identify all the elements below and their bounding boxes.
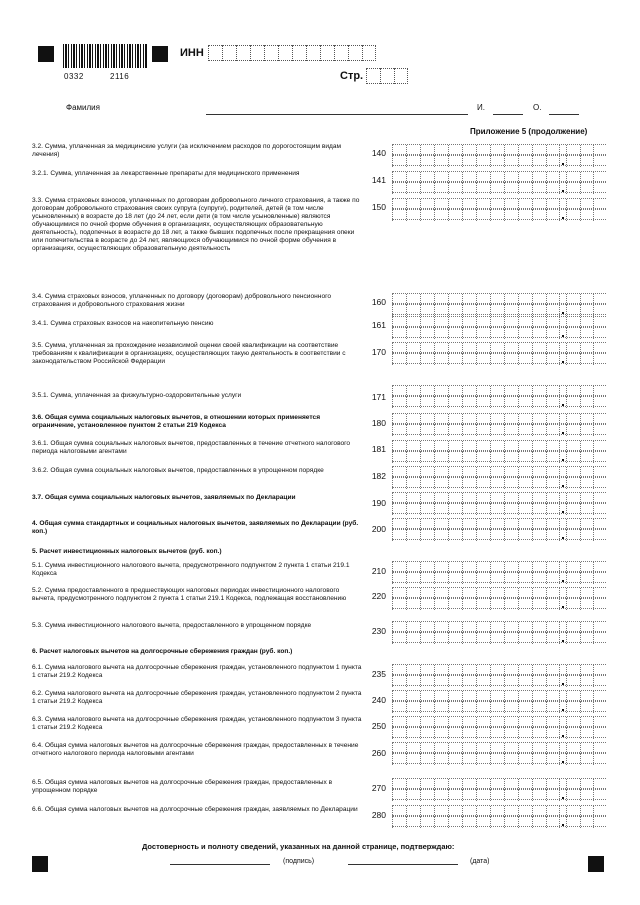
row-text-182: 3.6.2. Общая сумма социальных налоговых вычетов, предоставленных в упрощенном порядке (32, 467, 324, 474)
row-value-160[interactable] (392, 293, 606, 315)
section-6-title: 6. Расчет налоговых вычетов на долгосрочные сбережения граждан (руб. коп.) (32, 648, 293, 655)
row-code-181: 181 (371, 444, 386, 454)
row-value-210[interactable] (392, 561, 606, 583)
row-code-200: 200 (371, 524, 386, 534)
row-value-171[interactable] (392, 385, 606, 407)
signature-line[interactable] (170, 864, 270, 865)
inn-field[interactable] (208, 45, 376, 61)
row-value-140[interactable] (392, 144, 606, 166)
surname-line[interactable] (206, 114, 468, 115)
row-code-220: 220 (371, 591, 386, 601)
initial-o-label: О. (533, 103, 542, 112)
row-text-230: 5.3. Сумма инвестиционного налогового вычета, предоставленного в упрощенном порядке (32, 622, 312, 629)
row-code-235: 235 (371, 669, 386, 679)
row-code-250: 250 (371, 721, 386, 731)
row-value-190[interactable] (392, 492, 606, 514)
initial-i-line[interactable] (493, 114, 523, 115)
row-code-182: 182 (371, 471, 386, 481)
row-code-210: 210 (371, 566, 386, 576)
row-value-240[interactable] (392, 690, 606, 712)
row-value-220[interactable] (392, 587, 606, 609)
row-text-210: 5.1. Сумма инвестиционного налогового вычета, предусмотренного подпунктом 2 пункта 1 статьи 219.1 Кодекса (32, 562, 350, 577)
initial-i-label: И. (477, 103, 485, 112)
row-code-161: 161 (371, 320, 386, 330)
row-text-181: 3.6.1. Общая сумма социальных налоговых вычетов, предоставленных в течение отчетного налогового периода налоговыми агентами (32, 440, 351, 455)
row-text-190: 3.7. Общая сумма социальных налоговых вычетов, заявляемых по Декларации (32, 494, 296, 501)
row-text-140: 3.2. Сумма, уплаченная за медицинские услуги (за исключением расходов по дорогостоящим видам лечения) (32, 143, 342, 158)
row-code-160: 160 (371, 297, 386, 307)
row-value-181[interactable] (392, 440, 606, 462)
row-code-260: 260 (371, 748, 386, 758)
corner-marker-top-left (38, 46, 54, 62)
row-text-170: 3.5. Сумма, уплаченная за прохождение независимой оценки своей квалификации на соответствие требованиям к квалификации в организациях, осуществляющих такую деятельность в соответствии с законодательством Российской Федерации (32, 342, 346, 365)
corner-marker-bottom-left (32, 856, 48, 872)
row-text-270: 6.5. Общая сумма налоговых вычетов на долгосрочные сбережения граждан, предоставленных в упрощенном порядке (32, 779, 333, 794)
row-value-280[interactable] (392, 805, 606, 827)
row-code-150: 150 (371, 202, 386, 212)
row-text-220: 5.2. Сумма предоставленного в предшествующих налоговых периодах инвестиционного налогового вычета, предусмотренного подпунктом 2 пункта 1 статьи 219.1 Кодекса, подлежащая восстановлению (32, 587, 347, 602)
section-5-title: 5. Расчет инвестиционных налоговых вычетов (руб. коп.) (32, 548, 222, 555)
appendix-title: Приложение 5 (продолжение) (470, 127, 588, 136)
row-value-182[interactable] (392, 466, 606, 488)
row-value-235[interactable] (392, 664, 606, 686)
row-code-240: 240 (371, 695, 386, 705)
initial-o-line[interactable] (549, 114, 579, 115)
date-label: (дата) (470, 858, 490, 865)
corner-marker-bottom-right (588, 856, 604, 872)
row-code-270: 270 (371, 783, 386, 793)
signature-label: (подпись) (283, 858, 315, 865)
row-code-180: 180 (371, 418, 386, 428)
row-value-170[interactable] (392, 342, 606, 364)
row-text-150: 3.3. Сумма страховых взносов, уплаченных по договорам добровольного личного страхования, а также по договорам добровольного страхования своих супруга (супруги), родителей, детей (в том числе усыновленных) в возрасте до 18 лет (до 24 лет, если дети (в том числе усыновленные) являются обучающимися по очной форме обучения в организациях, осуществляющих образовательную деятельность), подопечных в возрасте до 18 лет, а также бывших подопечных после прекращения опеки или попечительства в возрасте до 24 лет, являющихся обучающимися по очной форме обучения в организациях, осуществляющих образовательную деятельность (32, 197, 360, 252)
row-text-235: 6.1. Сумма налогового вычета на долгосрочные сбережения граждан, установленного подпунктом 1 пункта 1 статьи 219.2 Кодекса (32, 664, 362, 679)
page-label: Стр. (340, 70, 364, 82)
row-text-240: 6.2. Сумма налогового вычета на долгосрочные сбережения граждан, установленного подпунктом 2 пункта 1 статьи 219.2 Кодекса (32, 690, 362, 705)
row-text-161: 3.4.1. Сумма страховых взносов на накопительную пенсию (32, 320, 214, 327)
row-text-180: 3.6. Общая сумма социальных налоговых вычетов, в отношении которых применяется ограничение, установленное пунктом 2 статьи 219 Кодекса (32, 414, 321, 429)
page-number-field[interactable] (366, 68, 408, 84)
barcode (63, 44, 147, 68)
row-text-260: 6.4. Общая сумма налоговых вычетов на долгосрочные сбережения граждан, предоставленных в течение отчетного налогового периода налоговыми агентами (32, 742, 359, 757)
row-code-140: 140 (371, 148, 386, 158)
row-code-141: 141 (371, 175, 386, 185)
row-text-171: 3.5.1. Сумма, уплаченная за физкультурно-оздоровительные услуги (32, 392, 242, 399)
row-value-161[interactable] (392, 316, 606, 338)
inn-label: ИНН (180, 47, 204, 59)
row-code-170: 170 (371, 347, 386, 357)
row-text-250: 6.3. Сумма налогового вычета на долгосрочные сбережения граждан, установленного подпунктом 3 пункта 1 статьи 219.2 Кодекса (32, 716, 362, 731)
barcode-number-left: 0332 (64, 72, 84, 81)
row-value-200[interactable] (392, 518, 606, 540)
row-code-280: 280 (371, 810, 386, 820)
row-value-250[interactable] (392, 716, 606, 738)
row-code-190: 190 (371, 498, 386, 508)
row-text-280: 6.6. Общая сумма налоговых вычетов на долгосрочные сбережения граждан, заявляемых по Декларации (32, 806, 358, 813)
barcode-number-right: 2116 (110, 72, 130, 81)
row-value-141[interactable] (392, 171, 606, 193)
row-value-180[interactable] (392, 413, 606, 435)
date-line[interactable] (348, 864, 458, 865)
row-text-160: 3.4. Сумма страховых взносов, уплаченных по договору (договорам) добровольного пенсионного страхования и добровольного страхования жизни (32, 293, 332, 308)
row-value-260[interactable] (392, 742, 606, 764)
row-value-270[interactable] (392, 778, 606, 800)
row-code-230: 230 (371, 626, 386, 636)
row-code-171: 171 (371, 392, 386, 402)
row-value-150[interactable] (392, 198, 606, 220)
confirmation-title: Достоверность и полноту сведений, указанных на данной странице, подтверждаю: (142, 842, 455, 851)
row-text-141: 3.2.1. Сумма, уплаченная за лекарственные препараты для медицинского применения (32, 170, 300, 177)
row-text-200: 4. Общая сумма стандартных и социальных налоговых вычетов, заявляемых по Декларации (руб. коп.) (32, 520, 359, 535)
surname-label: Фамилия (66, 103, 100, 112)
row-value-230[interactable] (392, 621, 606, 643)
corner-marker-top-right (152, 46, 168, 62)
